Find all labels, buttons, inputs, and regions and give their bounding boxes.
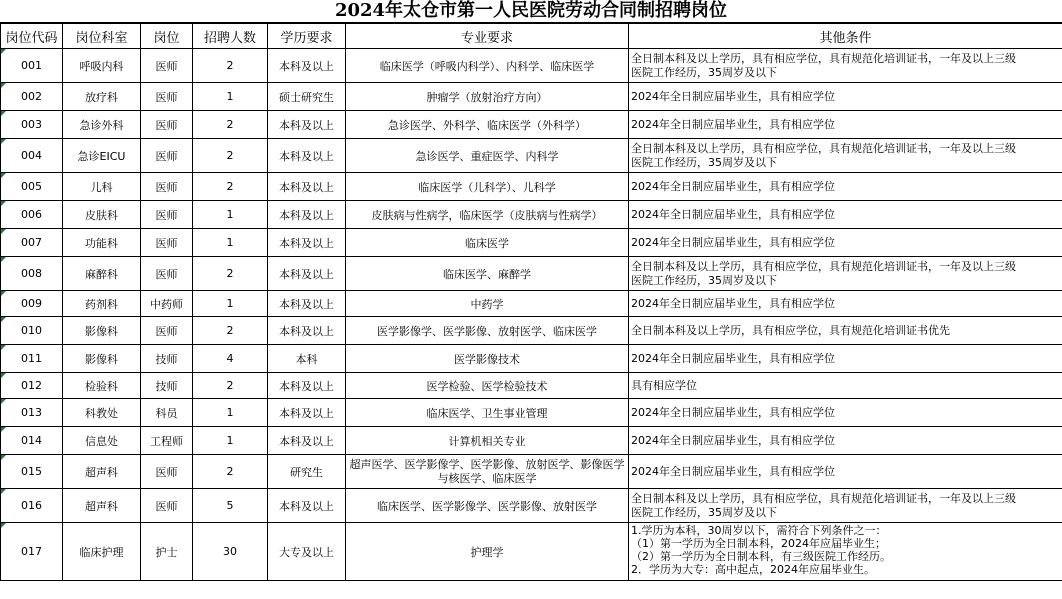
other-line: 2024年全日制应届毕业生，具有相应学位 bbox=[631, 207, 835, 221]
cell-dept[interactable]: 皮肤科 bbox=[63, 201, 141, 229]
table-row bbox=[1, 291, 1062, 317]
table-row bbox=[1, 111, 1062, 139]
cell-edu[interactable]: 本科及以上 bbox=[268, 427, 346, 455]
cell-post[interactable]: 医师 bbox=[141, 489, 193, 523]
other-line: 2024年全日制应届毕业生，具有相应学位 bbox=[631, 433, 835, 447]
other-line: 全日制本科及以上学历，具有相应学位，具有规范化培训证书，一年及以上三级 bbox=[631, 51, 1016, 65]
col-header-other[interactable]: 其他条件 bbox=[629, 24, 1062, 49]
cell-edu[interactable]: 本科及以上 bbox=[268, 49, 346, 83]
cell-edu[interactable]: 本科及以上 bbox=[268, 317, 346, 345]
cell-edu[interactable]: 本科及以上 bbox=[268, 201, 346, 229]
other-line: 2024年全日制应届毕业生，具有相应学位 bbox=[631, 351, 835, 365]
cell-major[interactable]: 临床医学、麻醉学 bbox=[346, 257, 629, 291]
cell-num[interactable]: 2 bbox=[193, 139, 268, 173]
cell-major[interactable]: 医学影像技术 bbox=[346, 345, 629, 373]
header-row bbox=[1, 24, 1062, 49]
cell-code[interactable]: 006 bbox=[1, 201, 63, 229]
cell-edu[interactable]: 本科及以上 bbox=[268, 139, 346, 173]
col-header-dept[interactable]: 岗位科室 bbox=[63, 24, 141, 49]
cell-post[interactable]: 医师 bbox=[141, 173, 193, 201]
cell-num[interactable]: 1 bbox=[193, 229, 268, 257]
table-row bbox=[1, 373, 1062, 399]
cell-post[interactable]: 医师 bbox=[141, 49, 193, 83]
other-line: 2．学历为大专：高中起点，2024年应届毕业生。 bbox=[631, 563, 875, 576]
cell-code[interactable]: 015 bbox=[1, 455, 63, 489]
cell-edu[interactable]: 本科及以上 bbox=[268, 291, 346, 317]
cell-num[interactable]: 1 bbox=[193, 83, 268, 111]
cell-major[interactable]: 计算机相关专业 bbox=[346, 427, 629, 455]
cell-num[interactable]: 2 bbox=[193, 257, 268, 291]
cell-other[interactable] bbox=[629, 427, 1062, 455]
table-body bbox=[1, 49, 1062, 581]
other-line: 医院工作经历，35周岁及以下 bbox=[631, 505, 777, 519]
cell-major[interactable]: 急诊医学、重症医学、内科学 bbox=[346, 139, 629, 173]
cell-post[interactable]: 技师 bbox=[141, 345, 193, 373]
cell-code[interactable]: 010 bbox=[1, 317, 63, 345]
cell-post[interactable]: 医师 bbox=[141, 317, 193, 345]
cell-dept[interactable]: 影像科 bbox=[63, 345, 141, 373]
table-row bbox=[1, 49, 1062, 83]
cell-num[interactable]: 2 bbox=[193, 317, 268, 345]
cell-dept[interactable]: 临床护理 bbox=[63, 523, 141, 581]
cell-other[interactable] bbox=[629, 399, 1062, 427]
cell-other[interactable] bbox=[629, 201, 1062, 229]
other-line: 2024年全日制应届毕业生，具有相应学位 bbox=[631, 89, 835, 103]
table-row bbox=[1, 345, 1062, 373]
other-line: 全日制本科及以上学历，具有相应学位，具有规范化培训证书，一年及以上三级 bbox=[631, 141, 1016, 155]
cell-major[interactable]: 医学影像学、医学影像、放射医学、临床医学 bbox=[346, 317, 629, 345]
cell-post[interactable]: 医师 bbox=[141, 229, 193, 257]
cell-major[interactable]: 皮肤病与性病学，临床医学（皮肤病与性病学） bbox=[346, 201, 629, 229]
cell-code[interactable]: 013 bbox=[1, 399, 63, 427]
cell-edu[interactable]: 本科及以上 bbox=[268, 173, 346, 201]
cell-dept[interactable]: 放疗科 bbox=[63, 83, 141, 111]
cell-code[interactable]: 004 bbox=[1, 139, 63, 173]
cell-dept[interactable]: 功能科 bbox=[63, 229, 141, 257]
cell-dept[interactable]: 检验科 bbox=[63, 373, 141, 399]
other-line: 医院工作经历，35周岁及以下 bbox=[631, 65, 777, 79]
cell-num[interactable]: 1 bbox=[193, 399, 268, 427]
cell-major[interactable]: 临床医学（儿科学）、儿科学 bbox=[346, 173, 629, 201]
cell-major[interactable]: 临床医学、卫生事业管理 bbox=[346, 399, 629, 427]
cell-other[interactable] bbox=[629, 83, 1062, 111]
cell-dept[interactable]: 呼吸内科 bbox=[63, 49, 141, 83]
cell-code[interactable]: 002 bbox=[1, 83, 63, 111]
cell-other[interactable] bbox=[629, 373, 1062, 399]
cell-edu[interactable]: 本科及以上 bbox=[268, 257, 346, 291]
cell-edu[interactable]: 大专及以上 bbox=[268, 523, 346, 581]
cell-other[interactable] bbox=[629, 49, 1062, 83]
cell-other[interactable] bbox=[629, 111, 1062, 139]
cell-post[interactable]: 医师 bbox=[141, 201, 193, 229]
cell-post[interactable]: 医师 bbox=[141, 139, 193, 173]
cell-code[interactable]: 014 bbox=[1, 427, 63, 455]
cell-num[interactable]: 2 bbox=[193, 455, 268, 489]
other-line: 全日制本科及以上学历，具有相应学位，具有规范化培训证书，一年及以上三级 bbox=[631, 491, 1016, 505]
other-line: 2024年全日制应届毕业生，具有相应学位 bbox=[631, 179, 835, 193]
cell-dept[interactable]: 麻醉科 bbox=[63, 257, 141, 291]
table-row bbox=[1, 139, 1062, 173]
cell-dept[interactable]: 信息处 bbox=[63, 427, 141, 455]
cell-edu[interactable]: 本科 bbox=[268, 345, 346, 373]
other-line: 医院工作经历，35周岁及以下 bbox=[631, 155, 777, 169]
cell-edu[interactable]: 本科及以上 bbox=[268, 399, 346, 427]
cell-num[interactable]: 1 bbox=[193, 291, 268, 317]
cell-dept[interactable]: 急诊EICU bbox=[63, 139, 141, 173]
cell-post[interactable]: 医师 bbox=[141, 455, 193, 489]
table-row bbox=[1, 489, 1062, 523]
cell-num[interactable]: 2 bbox=[193, 373, 268, 399]
cell-post[interactable]: 医师 bbox=[141, 83, 193, 111]
cell-code[interactable]: 001 bbox=[1, 49, 63, 83]
cell-major[interactable]: 临床医学（呼吸内科学）、内科学、临床医学 bbox=[346, 49, 629, 83]
cell-num[interactable]: 2 bbox=[193, 111, 268, 139]
cell-other[interactable] bbox=[629, 139, 1062, 173]
other-line: 医院工作经历，35周岁及以下 bbox=[631, 273, 777, 287]
other-line: 1.学历为本科，30周岁以下，需符合下列条件之一： bbox=[631, 524, 887, 537]
cell-other[interactable] bbox=[629, 173, 1062, 201]
other-line: 全日制本科及以上学历，具有相应学位，具有规范化培训证书，一年及以上三级 bbox=[631, 259, 1016, 273]
cell-num[interactable]: 1 bbox=[193, 201, 268, 229]
cell-post[interactable]: 医师 bbox=[141, 257, 193, 291]
cell-post[interactable]: 工程师 bbox=[141, 427, 193, 455]
cell-code[interactable]: 008 bbox=[1, 257, 63, 291]
cell-other[interactable] bbox=[629, 257, 1062, 291]
cell-edu[interactable]: 本科及以上 bbox=[268, 489, 346, 523]
cell-other[interactable] bbox=[629, 489, 1062, 523]
cell-num[interactable]: 2 bbox=[193, 173, 268, 201]
cell-num[interactable]: 4 bbox=[193, 345, 268, 373]
cell-post[interactable]: 医师 bbox=[141, 111, 193, 139]
cell-dept[interactable]: 药剂科 bbox=[63, 291, 141, 317]
cell-dept[interactable]: 超声科 bbox=[63, 455, 141, 489]
cell-major[interactable]: 医学检验、医学检验技术 bbox=[346, 373, 629, 399]
table-row bbox=[1, 427, 1062, 455]
other-line: 全日制本科及以上学历，具有相应学位，具有规范化培训证书优先 bbox=[631, 323, 950, 337]
cell-post[interactable]: 护士 bbox=[141, 523, 193, 581]
cell-other[interactable] bbox=[629, 229, 1062, 257]
cell-num[interactable]: 2 bbox=[193, 49, 268, 83]
cell-dept[interactable]: 超声科 bbox=[63, 489, 141, 523]
table-row bbox=[1, 399, 1062, 427]
cell-dept[interactable]: 影像科 bbox=[63, 317, 141, 345]
cell-other[interactable] bbox=[629, 317, 1062, 345]
table-row bbox=[1, 201, 1062, 229]
other-line: （2）第一学历为全日制本科，有三级医院工作经历。 bbox=[631, 550, 891, 563]
cell-other[interactable] bbox=[629, 455, 1062, 489]
cell-edu[interactable]: 研究生 bbox=[268, 455, 346, 489]
cell-edu[interactable]: 本科及以上 bbox=[268, 111, 346, 139]
cell-code[interactable]: 007 bbox=[1, 229, 63, 257]
col-header-code[interactable]: 岗位代码 bbox=[1, 24, 63, 49]
table-row bbox=[1, 523, 1062, 581]
other-line: 2024年全日制应届毕业生，具有相应学位 bbox=[631, 464, 835, 478]
cell-edu[interactable]: 本科及以上 bbox=[268, 229, 346, 257]
table-row bbox=[1, 173, 1062, 201]
other-line: 2024年全日制应届毕业生，具有相应学位 bbox=[631, 296, 835, 310]
col-header-num[interactable]: 招聘人数 bbox=[193, 24, 268, 49]
cell-major[interactable]: 临床医学、医学影像学、医学影像、放射医学 bbox=[346, 489, 629, 523]
cell-edu[interactable]: 硕士研究生 bbox=[268, 83, 346, 111]
cell-other[interactable] bbox=[629, 345, 1062, 373]
cell-major[interactable]: 中药学 bbox=[346, 291, 629, 317]
other-line: （1）第一学历为全日制本科，2024年应届毕业生； bbox=[631, 537, 886, 550]
cell-code[interactable]: 009 bbox=[1, 291, 63, 317]
cell-num[interactable]: 5 bbox=[193, 489, 268, 523]
cell-other[interactable] bbox=[629, 523, 1062, 581]
cell-num[interactable]: 1 bbox=[193, 427, 268, 455]
page-title: 2024年太仓市第一人民医院劳动合同制招聘岗位 bbox=[0, 0, 1062, 23]
table-row bbox=[1, 455, 1062, 489]
cell-dept[interactable]: 急诊外科 bbox=[63, 111, 141, 139]
col-header-post[interactable]: 岗位 bbox=[141, 24, 193, 49]
other-line: 具有相应学位 bbox=[631, 378, 697, 392]
cell-major[interactable]: 超声医学、医学影像学、医学影像、放射医学、影像医学与核医学、临床医学 bbox=[346, 455, 629, 489]
table-row bbox=[1, 317, 1062, 345]
cell-post[interactable]: 中药师 bbox=[141, 291, 193, 317]
col-header-major[interactable]: 专业要求 bbox=[346, 24, 629, 49]
other-line: 2024年全日制应届毕业生，具有相应学位 bbox=[631, 405, 835, 419]
cell-dept[interactable]: 科教处 bbox=[63, 399, 141, 427]
cell-other[interactable] bbox=[629, 291, 1062, 317]
cell-major[interactable]: 临床医学 bbox=[346, 229, 629, 257]
table-row bbox=[1, 257, 1062, 291]
cell-major[interactable]: 护理学 bbox=[346, 523, 629, 581]
cell-code[interactable]: 016 bbox=[1, 489, 63, 523]
cell-post[interactable]: 科员 bbox=[141, 399, 193, 427]
cell-code[interactable]: 005 bbox=[1, 173, 63, 201]
table-row bbox=[1, 83, 1062, 111]
cell-code[interactable]: 011 bbox=[1, 345, 63, 373]
job-table bbox=[0, 23, 1062, 581]
cell-edu[interactable]: 本科及以上 bbox=[268, 373, 346, 399]
cell-major[interactable]: 急诊医学、外科学、临床医学（外科学） bbox=[346, 111, 629, 139]
col-header-edu[interactable]: 学历要求 bbox=[268, 24, 346, 49]
cell-post[interactable]: 技师 bbox=[141, 373, 193, 399]
cell-num[interactable]: 30 bbox=[193, 523, 268, 581]
cell-code[interactable]: 012 bbox=[1, 373, 63, 399]
other-line: 2024年全日制应届毕业生，具有相应学位 bbox=[631, 117, 835, 131]
table-row bbox=[1, 229, 1062, 257]
other-line: 2024年全日制应届毕业生，具有相应学位 bbox=[631, 235, 835, 249]
cell-dept[interactable]: 儿科 bbox=[63, 173, 141, 201]
cell-major[interactable]: 肿瘤学（放射治疗方向） bbox=[346, 83, 629, 111]
cell-code[interactable]: 017 bbox=[1, 523, 63, 581]
cell-code[interactable]: 003 bbox=[1, 111, 63, 139]
